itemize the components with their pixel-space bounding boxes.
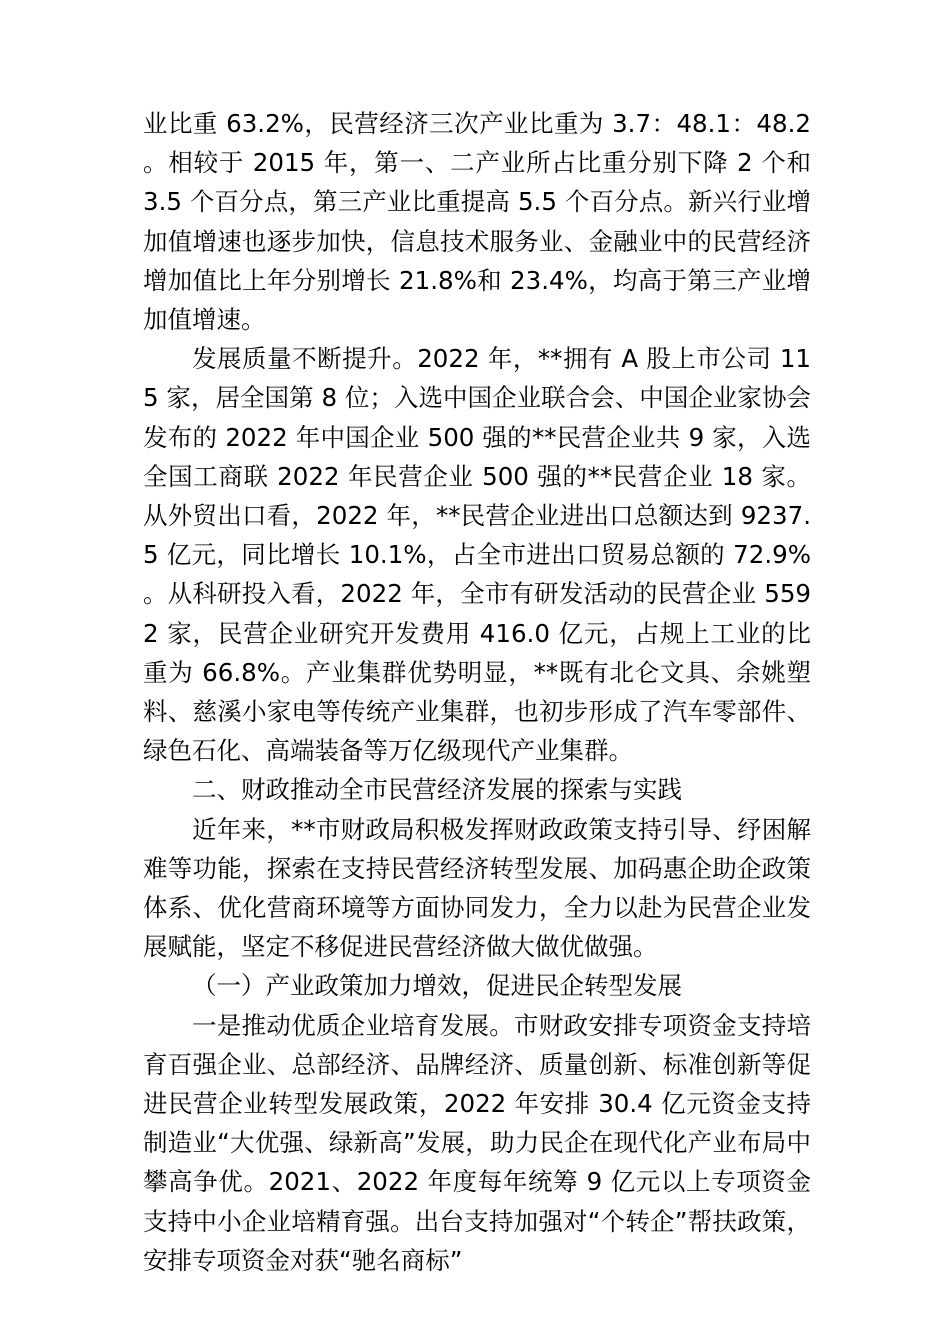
paragraph-development-quality: 发展质量不断提升。2022 年，**拥有 A 股上市公司 115 家，居全国第 8 位；入选中国企业联合会、中国企业家协会发布的 2022 年中国企业 500 强的**民营企业共 9 家，入选全国工商联 2022 年民营企业 500 强的**民营企业 18 家。从外贸出口看，2022 年，**民营企业进出口总额达到 9237.5 亿元，同比增长 10.1%，占全市进出口贸易总额的 72.9%。从科研投入看，2022 年，全市有研发活动的民营企业 5592 家，民营企业研究开发费用 416.0 亿元，占规上工业的比重为 66.8%。产业集群优势明显，**既有北仑文具、余姚塑料、慈溪小家电等传统产业集群，也初步形成了汽车零部件、绿色石化、高端装备等万亿级现代产业集群。: [143, 344, 811, 766]
document-body: [143, 104, 811, 1280]
paragraph-industry-structure: 业比重 63.2%，民营经济三次产业比重为 3.7：48.1：48.2。相较于 2015 年，第一、二产业所占比重分别下降 2 个和 3.5 个百分点，第三产业比重提高 5.5 个百分点。新兴行业增加值增速也逐步加快，信息技术服务业、金融业中的民营经济增加值比上年分别增长 21.8%和 23.4%，均高于第三产业增加值增速。: [143, 109, 811, 335]
paragraph-enterprise-cultivation: 一是推动优质企业培育发展。市财政安排专项资金支持培育百强企业、总部经济、品牌经济、质量创新、标准创新等促进民营企业转型发展政策，2022 年安排 30.4 亿元资金支持制造业“大优强、绿新高”发展，助力民企在现代化产业布局中攀高争优。2021、2022 年度每年统筹 9 亿元以上专项资金支持中小企业培精育强。出台支持加强对“个转企”帮扶政策，安排专项资金对获“驰名商标”: [143, 1010, 811, 1275]
subsection-heading: （一）产业政策加力增效，促进民企转型发展: [192, 971, 682, 1001]
paragraph-finance-intro: 近年来，**市财政局积极发挥财政政策支持引导、纾困解难等功能，探索在支持民营经济转型发展、加码惠企助企政策体系、优化营商环境等方面协同发力，全力以赴为民营企业发展赋能，坚定不移促进民营经济做大做优做强。: [143, 814, 811, 962]
section-heading: 二、财政推动全市民营经济发展的探索与实践: [192, 775, 682, 805]
